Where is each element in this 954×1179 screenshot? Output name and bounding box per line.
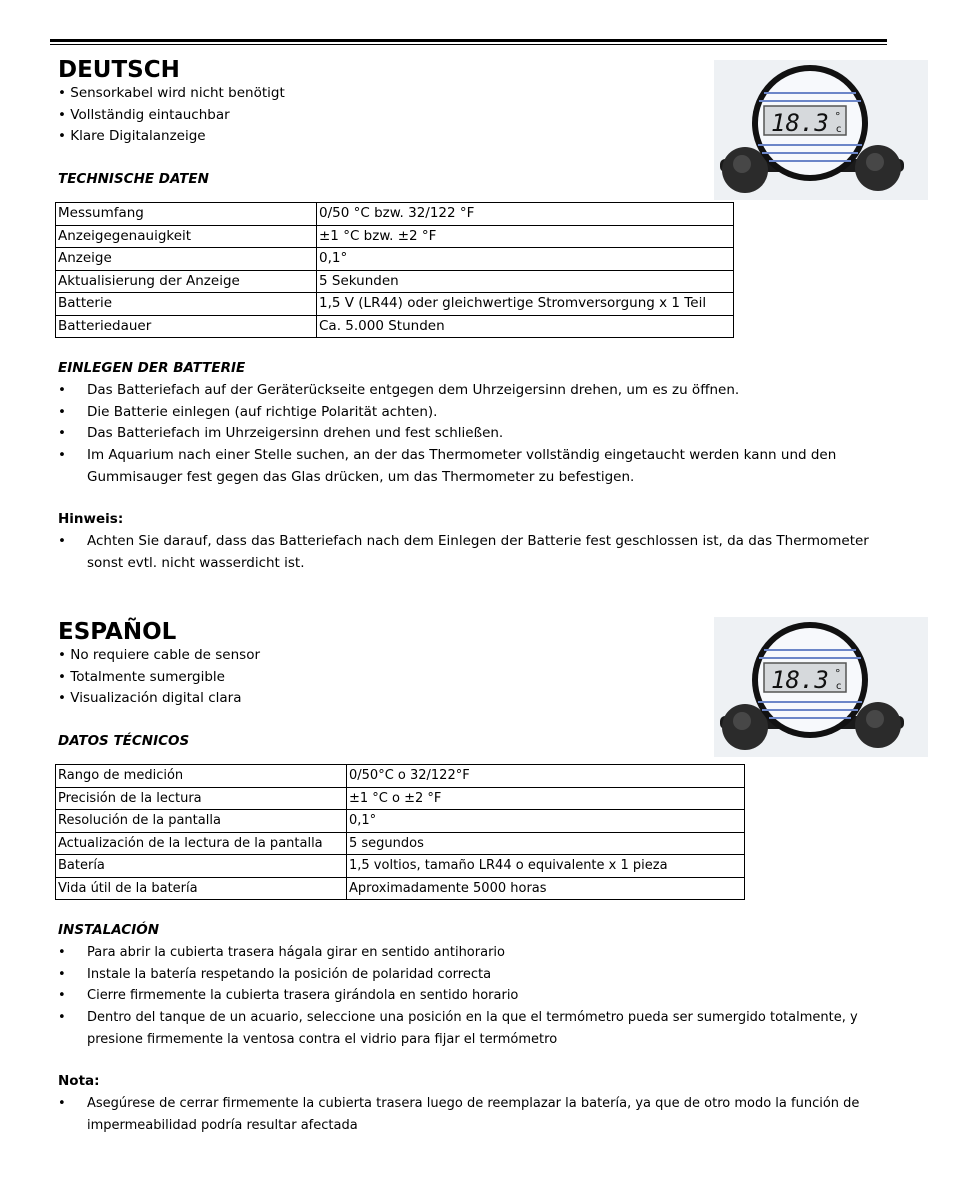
spec-value: Aproximadamente 5000 horas xyxy=(347,877,745,900)
feature-item: • Vollständig eintauchbar xyxy=(58,106,230,123)
table-row xyxy=(56,293,734,316)
list-item: • Das Batteriefach im Uhrzeigersinn drehen und fest schließen. xyxy=(58,423,888,445)
bullet: • xyxy=(58,966,66,982)
feature-item: • Sensorkabel wird nicht benötigt xyxy=(58,85,285,101)
spec-label: Messumfang xyxy=(56,203,317,226)
bullet: • xyxy=(58,425,66,442)
table-row xyxy=(56,855,745,878)
spec-label: Resolución de la pantalla xyxy=(56,810,347,833)
spec-value: Ca. 5.000 Stunden xyxy=(317,315,734,338)
list-item: • Achten Sie darauf, dass das Batteriefach nach dem Einlegen der Batterie fest geschlossen ist, da das Thermometer sonst evtl. nicht wasserdicht ist. xyxy=(58,533,869,571)
bullet: • xyxy=(58,1096,66,1111)
svg-text:°: ° xyxy=(835,110,841,123)
bullet: • xyxy=(58,945,66,960)
spec-label: Batterie xyxy=(56,293,317,316)
list-item: • Cierre firmemente la cubierta trasera girándola en sentido horario xyxy=(58,985,888,1007)
section-title: DEUTSCH xyxy=(58,57,180,83)
spec-label: Batteriedauer xyxy=(56,315,317,338)
list-item: • Asegúrese de cerrar firmemente la cubierta trasera luego de reemplazar la batería, ya que de otro modo la función de impermeabilidad podría resultar afectada xyxy=(58,1093,888,1136)
bullet: • xyxy=(58,447,66,464)
install-heading: EINLEGEN DER BATTERIE xyxy=(58,360,246,376)
thermometer-image xyxy=(714,617,934,757)
feature-item: • Klare Digitalanzeige xyxy=(58,128,206,144)
table-row xyxy=(56,832,745,855)
spec-value: 0/50°C o 32/122°F xyxy=(347,765,745,788)
spec-value: 5 Sekunden xyxy=(317,270,734,293)
spec-value: 5 segundos xyxy=(347,832,745,855)
spec-label: Actualización de la lectura de la pantalla xyxy=(56,832,347,855)
spec-value: ±1 °C o ±2 °F xyxy=(347,787,745,810)
table-row xyxy=(56,203,734,226)
feature-list xyxy=(58,83,285,148)
bullet: • xyxy=(58,533,66,549)
spec-value: 1,5 V (LR44) oder gleichwertige Stromversorgung x 1 Teil xyxy=(317,293,734,316)
table-row xyxy=(56,877,745,900)
top-rule xyxy=(50,39,887,42)
spec-label: Batería xyxy=(56,855,347,878)
install-heading: INSTALACIÓN xyxy=(58,922,159,938)
lcd-reading: 18.3 xyxy=(771,666,829,694)
table-row xyxy=(56,315,734,338)
spec-value: 0,1° xyxy=(347,810,745,833)
note-heading: Hinweis: xyxy=(58,511,124,527)
specs-table xyxy=(55,764,745,900)
spec-label: Precisión de la lectura xyxy=(56,787,347,810)
bullet: • xyxy=(58,988,66,1004)
spec-label: Aktualisierung der Anzeige xyxy=(56,270,317,293)
spec-label: Anzeige xyxy=(56,248,317,271)
list-item: • Instale la batería respetando la posición de polaridad correcta xyxy=(58,964,888,986)
feature-item: • No requiere cable de sensor xyxy=(58,647,261,663)
feature-item: • Visualización digital clara xyxy=(58,690,242,706)
feature-list xyxy=(58,645,260,710)
bullet: • xyxy=(58,382,66,398)
table-row xyxy=(56,270,734,293)
svg-text:c: c xyxy=(836,124,842,135)
specs-table xyxy=(55,202,734,338)
feature-item: • Totalmente sumergible xyxy=(58,668,225,685)
thermometer-image xyxy=(714,60,934,200)
bullet: • xyxy=(58,1010,66,1026)
table-row xyxy=(56,248,734,271)
spec-label: Rango de medición xyxy=(56,765,347,788)
specs-heading: DATOS TÉCNICOS xyxy=(58,733,190,749)
list-item: • Die Batterie einlegen (auf richtige Polarität achten). xyxy=(58,402,888,424)
note-list xyxy=(58,1093,888,1136)
table-row xyxy=(56,765,745,788)
spec-value: 0,1° xyxy=(317,248,734,271)
install-steps xyxy=(58,942,888,1051)
list-item: • Das Batteriefach auf der Geräterückseite entgegen dem Uhrzeigersinn drehen, um es zu öffnen. xyxy=(58,380,888,402)
spec-value: ±1 °C bzw. ±2 °F xyxy=(317,225,734,248)
list-item: • Para abrir la cubierta trasera hágala girar en sentido antihorario xyxy=(58,942,888,964)
bullet: • xyxy=(58,403,66,420)
install-steps xyxy=(58,380,888,489)
spec-value: 0/50 °C bzw. 32/122 °F xyxy=(317,203,734,226)
section-title: ESPAÑOL xyxy=(58,619,177,645)
top-rule-thin xyxy=(50,44,887,45)
list-item: • Dentro del tanque de un acuario, seleccione una posición en la que el termómetro pueda ser sumergido totalmente, y presione firmemente la ventosa contra el vidrio para fijar el termómetro xyxy=(58,1007,888,1050)
table-row xyxy=(56,225,734,248)
list-item: • Im Aquarium nach einer Stelle suchen, an der das Thermometer vollständig eingetaucht werden kann und den Gummisauger fest gegen das Glas drücken, um das Thermometer zu befestigen. xyxy=(58,447,837,485)
table-row xyxy=(56,787,745,810)
note-heading: Nota: xyxy=(58,1073,100,1089)
spec-label: Anzeigegenauigkeit xyxy=(56,225,317,248)
spec-value: 1,5 voltios, tamaño LR44 o equivalente x 1 pieza xyxy=(347,855,745,878)
lcd-reading: 18.3 xyxy=(771,109,829,137)
specs-heading: TECHNISCHE DATEN xyxy=(58,171,209,187)
svg-text:c: c xyxy=(836,681,842,692)
spec-label: Vida útil de la batería xyxy=(56,877,347,900)
svg-text:°: ° xyxy=(835,667,841,680)
table-row xyxy=(56,810,745,833)
note-list xyxy=(58,531,888,574)
